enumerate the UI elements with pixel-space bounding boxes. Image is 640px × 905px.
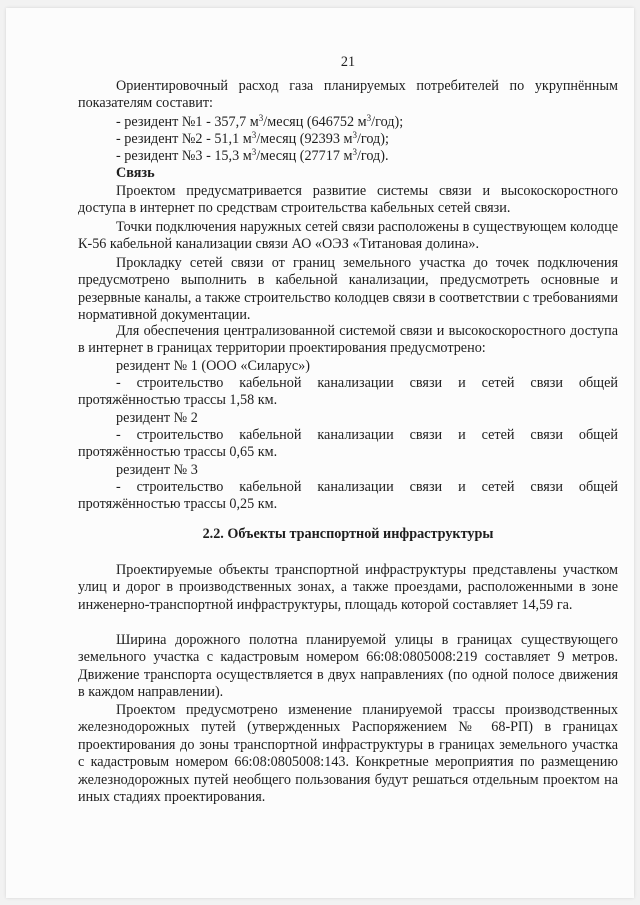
resident-1-label: резидент № 1 (ООО «Силарус») [116, 358, 310, 374]
communication-paragraph-4: Для обеспечения централизованной системой связи и высокоскоростного доступа в интернет в границах территории проектирования предусмотрено: [78, 323, 618, 357]
transport-paragraph-2: Ширина дорожного полотна планируемой улицы в границах существующего земельного участка с кадастровым номером 66:08:0805008:219 составляет 9 метров. Движение транспорта осуществляется в двух направлениях (по одной полосе движения в каждом направлении). [78, 632, 618, 701]
resident-1-text: - строительство кабельной канализации связи и сетей связи общей протяжённостью трассы 1,58 км. [78, 375, 618, 409]
resident-3-label: резидент № 3 [116, 462, 198, 478]
resident-2-label: резидент № 2 [116, 410, 198, 426]
transport-paragraph-3: Проектом предусмотрено изменение планируемой трассы производственных железнодорожных путей (утвержденных Распоряжением № 68-РП) в границах проектирования до зоны транспортной инфраструктуры в границах земельного участка с кадастровым номером 66:08:0805008:143. Конкретные мероприятия по размещению железнодорожных путей необщего пользования будут решаться отдельным проектом на иных стадиях проектирования. [78, 702, 618, 806]
communication-heading: Связь [116, 165, 155, 181]
communication-paragraph-1: Проектом предусматривается развитие системы связи и высокоскоростного доступа в интернет по средствам строительства кабельных сетей связи. [78, 183, 618, 217]
page-number: 21 [340, 54, 356, 70]
communication-paragraph-3: Прокладку сетей связи от границ земельного участка до точек подключения предусмотрено выполнить в кабельной канализации, предусмотреть основные и резервные каналы, а также строительство колодцев связи в соответствии с требованиями нормативной документации. [78, 255, 618, 324]
resident-2-text: - строительство кабельной канализации связи и сетей связи общей протяжённостью трассы 0,65 км. [78, 427, 618, 461]
gas-item-3: - резидент №3 - 15,3 $м^3$/месяц (27717 $м^3/год$). [116, 147, 389, 164]
transport-paragraph-1: Проектируемые объекты транспортной инфраструктуры представлены участком улиц и дорог в производственных зонах, а также проездами, расположенными в зоне инженерно-транспортной инфраструктуры, площадь которой составляет 14,59 га. [78, 562, 618, 613]
gas-item-1: - резидент №1 - 357,7 $м^3$/месяц (646752 $м^3/год$); [116, 113, 404, 130]
document-page [6, 8, 634, 898]
resident-3-text: - строительство кабельной канализации связи и сетей связи общей протяжённостью трассы 0,25 км. [78, 479, 618, 513]
section-heading-transport: 2.2. Объекты транспортной инфраструктуры [202, 526, 494, 542]
gas-intro: Ориентировочный расход газа планируемых потребителей по укрупнённым показателям составит: [78, 78, 618, 112]
communication-paragraph-2: Точки подключения наружных сетей связи расположены в существующем колодце К-56 кабельной канализации связи АО «ОЭЗ «Титановая долина». [78, 219, 618, 253]
gas-item-2: - резидент №2 - 51,1 $м^3$/месяц (92393 $м^3/год$); [116, 130, 389, 147]
